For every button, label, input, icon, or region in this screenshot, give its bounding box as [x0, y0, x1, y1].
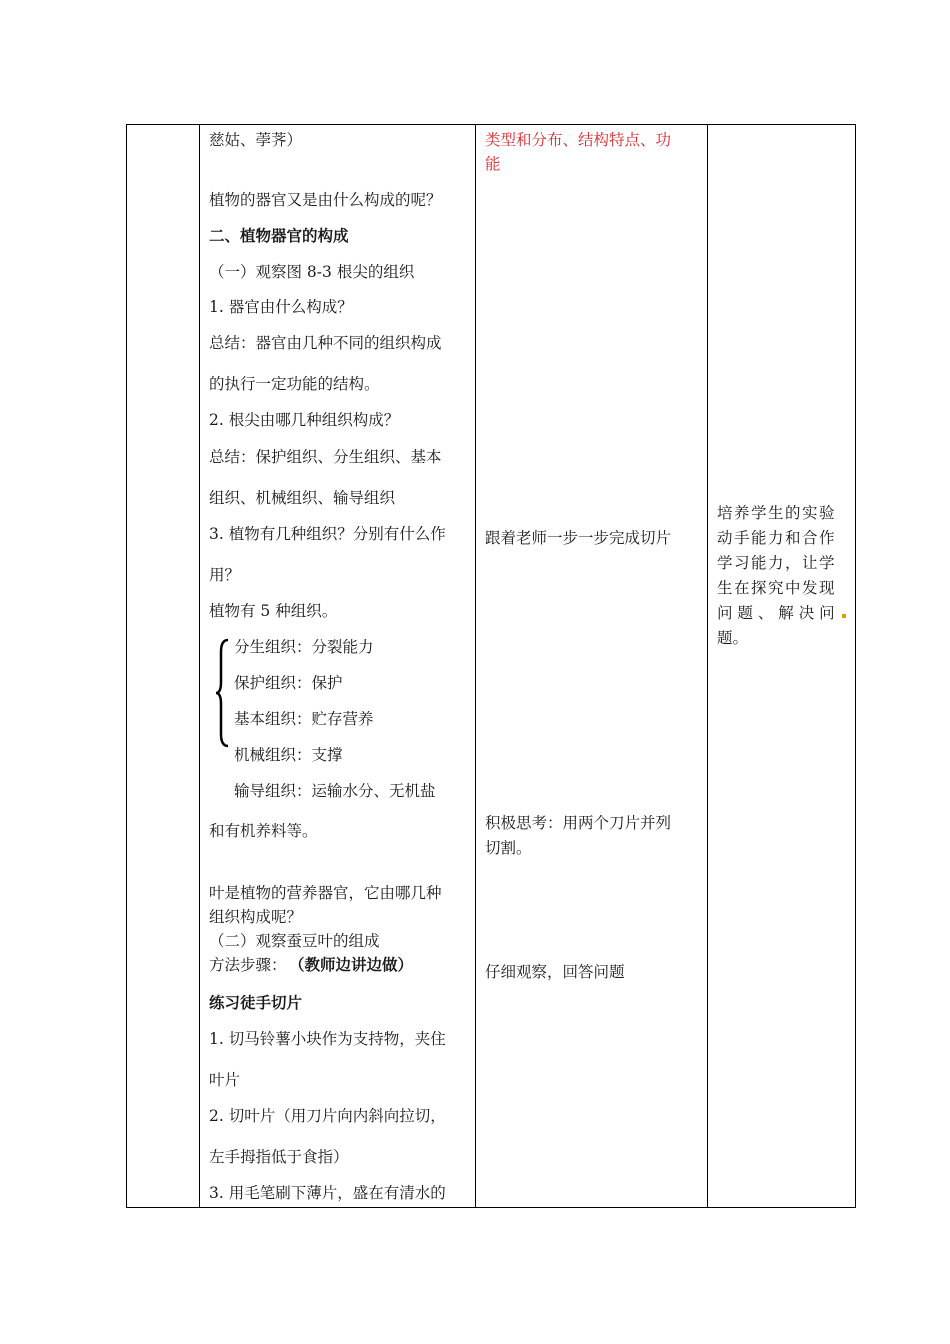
red-note: 类型和分布、结构特点、功 — [485, 131, 672, 149]
table-bottom-border — [126, 1207, 856, 1208]
text-line: 的执行一定功能的结构。 — [209, 375, 380, 393]
method-steps-note: （教师边讲边做） — [289, 956, 414, 974]
text-line: 和有机养料等。 — [209, 822, 318, 840]
tissue-item: 机械组织：支撑 — [234, 746, 343, 764]
activity-text: 跟着老师一步一步完成切片 — [485, 529, 672, 547]
table-col-line-3 — [475, 124, 476, 1208]
section-heading: 二、植物器官的构成 — [209, 227, 349, 245]
method-steps-label: 方法步骤： — [209, 956, 287, 974]
red-note: 能 — [485, 155, 501, 173]
intent-text: 生在探究中发现 — [717, 579, 837, 597]
text-line: 3. 植物有几种组织？分别有什么作 — [209, 525, 446, 543]
text-line: 植物的器官又是由什么构成的呢？ — [209, 191, 442, 209]
text-line: 用？ — [209, 566, 241, 584]
curly-brace-icon — [214, 638, 230, 748]
table-col-line-1 — [126, 124, 127, 1208]
text-line: 总结：保护组织、分生组织、基本 — [209, 448, 442, 466]
tissue-item: 保护组织：保护 — [234, 674, 343, 692]
text-line: 2. 根尖由哪几种组织构成？ — [209, 411, 400, 429]
intent-text: 学习能力，让学 — [717, 554, 837, 572]
text-line: 左手拇指低于食指） — [209, 1148, 349, 1166]
text-line: （二）观察蚕豆叶的组成 — [209, 932, 380, 950]
text-line: 组织、机械组织、输导组织 — [209, 489, 396, 507]
text-line: （一）观察图 8-3 根尖的组织 — [209, 263, 415, 281]
text-line: 组织构成呢？ — [209, 908, 303, 926]
text-line: 叶是植物的营养器官，它由哪几种 — [209, 884, 442, 902]
text-line: 1. 切马铃薯小块作为支持物，夹住 — [209, 1030, 446, 1048]
text-line: 总结：器官由几种不同的组织构成 — [209, 334, 442, 352]
text-line: 2. 切叶片（用刀片向内斜向拉切， — [209, 1107, 446, 1125]
text-line: 1. 器官由什么构成？ — [209, 298, 353, 316]
activity-text: 仔细观察，回答问题 — [485, 963, 625, 981]
table-col-line-4 — [707, 124, 708, 1208]
text-line: 慈姑、荸荠） — [209, 131, 303, 149]
activity-text: 积极思考：用两个刀片并列 — [485, 814, 672, 832]
table-col-line-2 — [199, 124, 200, 1208]
table-col-line-5 — [855, 124, 856, 1208]
text-line: 植物有 5 种组织。 — [209, 602, 338, 620]
marker-dot — [842, 614, 846, 618]
intent-text: 动手能力和合作 — [717, 529, 837, 547]
tissue-item: 输导组织：运输水分、无机盐 — [234, 782, 436, 800]
tissue-item: 分生组织：分裂能力 — [234, 638, 374, 656]
activity-text: 切割。 — [485, 839, 532, 857]
table-top-border — [126, 124, 856, 125]
text-line: 3. 用毛笔刷下薄片，盛在有清水的 — [209, 1184, 446, 1202]
intent-text: 题。 — [717, 629, 749, 647]
section-heading: 练习徒手切片 — [209, 994, 303, 1012]
intent-text: 问 题 、 解 决 问 — [717, 604, 835, 622]
text-line: 叶片 — [209, 1071, 241, 1089]
tissue-item: 基本组织：贮存营养 — [234, 710, 374, 728]
intent-text: 培养学生的实验 — [717, 504, 837, 522]
